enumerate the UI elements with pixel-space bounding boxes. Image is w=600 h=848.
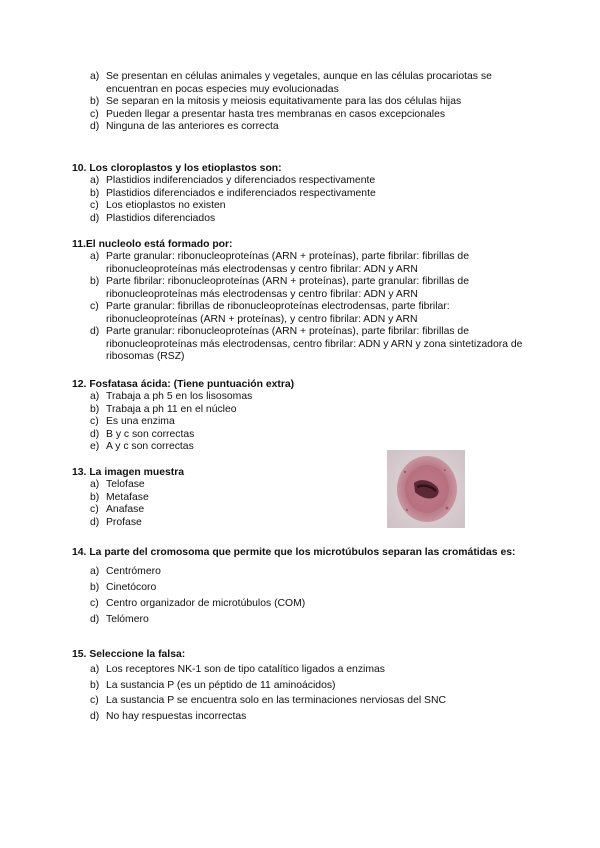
option-9c[interactable]: c) Pueden llegar a presentar hasta tres membranas en casos excepcionales	[90, 108, 446, 120]
option-11c[interactable]: c) Parte granular: fibrillas de ribonucleoproteínas electrodensas, parte fibrilar: ribonucleoproteínas (ARN + proteínas), y centro fibrilar: ADN y ARN	[90, 301, 450, 325]
option-15b[interactable]: b) La sustancia P (es un péptido de 11 aminoácidos)	[90, 679, 336, 691]
option-14c[interactable]: c) Centro organizador de microtúbulos (COM)	[90, 598, 306, 609]
option-15a[interactable]: a) Los receptores NK-1 son de tipo catalítico ligados a enzimas	[90, 664, 385, 675]
question-13-options	[72, 479, 372, 529]
question-12-title: 12. Fosfatasa ácida: (Tiene puntuación extra)	[72, 379, 295, 390]
question-10-title: 10. Los cloroplastos y los etioplastos son:	[72, 163, 282, 174]
question-13-title: 13. La imagen muestra	[72, 467, 185, 478]
question-11-options	[72, 251, 532, 364]
option-12a[interactable]: a) Trabaja a ph 5 en los lisosomas	[90, 391, 253, 402]
option-14a[interactable]: a) Centrómero	[90, 566, 161, 577]
question-14-options	[72, 566, 542, 627]
question-12-options	[72, 391, 532, 454]
option-9d[interactable]: d) Ninguna de las anteriores es correcta	[90, 121, 279, 132]
question-10-options	[72, 175, 532, 225]
option-13b[interactable]: b) Metafase	[90, 491, 149, 503]
option-11a[interactable]: a) Parte granular: ribonucleoproteínas (ARN + proteínas), parte fibrilar: fibrillas de ribonucleoproteínas más electrodensas y centro fibrilar: ADN y ARN	[90, 251, 469, 275]
question-9-options	[72, 71, 532, 134]
option-10b[interactable]: b) Plastidios diferenciados e indiferenciados respectivamente	[90, 187, 376, 199]
option-10d[interactable]: d) Plastidios diferenciados	[90, 212, 216, 224]
question-15-options	[72, 664, 532, 723]
option-9b[interactable]: b) Se separan en la mitosis y meiosis equitativamente para las dos células hijas	[90, 96, 462, 107]
option-13a[interactable]: a) Telofase	[90, 479, 145, 490]
option-12c[interactable]: c) Es una enzima	[90, 416, 175, 427]
question-14	[72, 546, 542, 630]
option-12d[interactable]: d) B y c son correctas	[90, 428, 195, 440]
question-11	[72, 238, 532, 364]
question-11-title: 11.El nucleolo está formado por:	[72, 239, 233, 250]
option-13c[interactable]: c) Anafase	[90, 504, 145, 515]
question-14-title: 14. La parte del cromosoma que permite que los microtúbulos separan las cromátidas es:	[72, 547, 516, 558]
question-15-title: 15. Seleccione la falsa:	[72, 649, 186, 660]
option-15c[interactable]: c) La sustancia P se encuentra solo en las terminaciones nerviosas del SNC	[90, 695, 446, 706]
option-14d[interactable]: d) Telómero	[90, 614, 149, 625]
option-10a[interactable]: a) Plastidios indiferenciados y diferenciados respectivamente	[90, 175, 376, 186]
option-11b[interactable]: b) Parte fibrilar: ribonucleoproteínas (ARN + proteínas), parte granular: fibrillas de ribonucleoproteínas más electrodensas y centro fibrilar: ADN y ARN	[90, 276, 469, 300]
option-14b[interactable]: b) Cinetócoro	[90, 582, 157, 593]
question-13	[72, 466, 372, 529]
option-11d[interactable]: d) Parte granular: ribonucleoproteínas (ARN + proteínas), parte fibrilar: fibrillas de ribonucleoproteínas más electrodensas, centro fibrilar: ADN y ARN y zona sintetizadora de ribosomas (RSZ)	[90, 326, 523, 362]
option-9a[interactable]: a) Se presentan en células animales y vegetales, aunque en las células procariotas se encuentran en pocas especies muy evolucionadas	[90, 71, 492, 95]
option-10c[interactable]: c) Los etioplastos no existen	[90, 200, 226, 211]
option-12e[interactable]: e) A y c son correctas	[90, 441, 194, 452]
question-10	[72, 162, 532, 225]
option-15d[interactable]: d) No hay respuestas incorrectas	[90, 710, 247, 722]
cell-micrograph-image	[387, 450, 465, 528]
option-12b[interactable]: b) Trabaja a ph 11 en el núcleo	[90, 403, 237, 415]
question-15	[72, 648, 532, 723]
cell-micrograph-svg	[387, 450, 465, 528]
question-12	[72, 378, 532, 454]
question-9	[72, 71, 532, 134]
option-13d[interactable]: d) Profase	[90, 516, 142, 528]
